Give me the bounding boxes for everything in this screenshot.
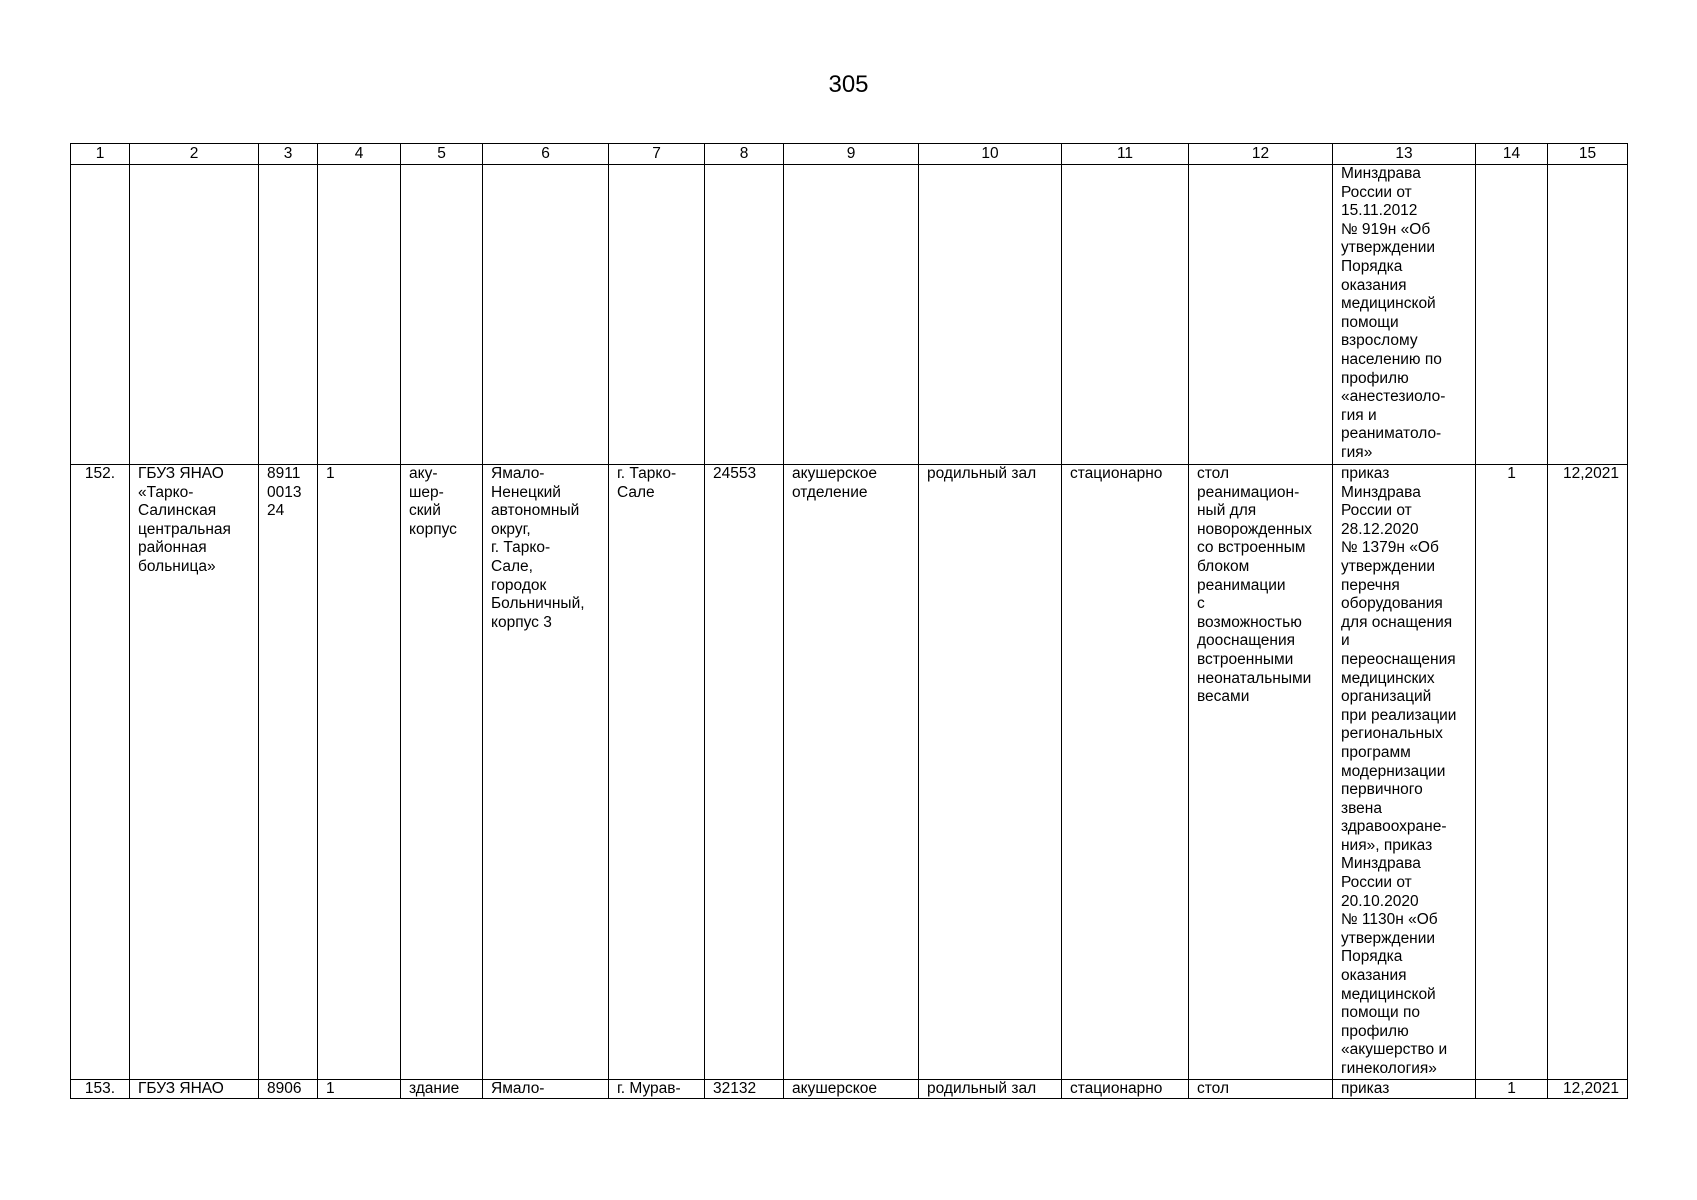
regulation-cell: приказ Минздрава России от 28.12.2020 № 1379н «Об утверждении перечня оборудования для оснащения и переоснащения медицинских организаций при реализации региональных программ модернизации первичного звена здравоохране- ния», приказ Минздрава России от 20.10.2020 № 1130н «Об утверждении Порядка оказания медицинской помощи по профилю «акушерство и гинекология»: [1333, 465, 1476, 1080]
quantity: 1: [1476, 465, 1548, 1080]
regulation-cell: приказ: [1333, 1079, 1476, 1099]
care-form: стационарно: [1062, 465, 1189, 1080]
table-cell: [318, 165, 401, 465]
table-cell: [259, 165, 318, 465]
page-number: 305: [828, 71, 869, 98]
table-cell: [1548, 165, 1628, 465]
building-name: здание: [401, 1079, 483, 1099]
table-row-continuation: [71, 165, 1628, 465]
organization-code: 8911 0013 24: [259, 465, 318, 1080]
table-row: [71, 1079, 1628, 1099]
table-cell: [71, 165, 130, 465]
table-cell: [1476, 165, 1548, 465]
header-cell: 2: [130, 144, 259, 165]
locality: г. Тарко- Сале: [609, 465, 705, 1080]
equipment-table: [70, 143, 1628, 1099]
header-row: [71, 144, 1628, 165]
table-cell: [919, 165, 1062, 465]
quantity: 1: [1476, 1079, 1548, 1099]
building-count: 1: [318, 465, 401, 1080]
room: родильный зал: [919, 465, 1062, 1080]
header-cell: 3: [259, 144, 318, 165]
building-count: 1: [318, 1079, 401, 1099]
equipment-name: стол реанимацион- ный для новорожденных со встроенным блоком реанимации с возможностью дооснащения встроенными неонатальными весами: [1189, 465, 1333, 1080]
organization-name: ГБУЗ ЯНАО: [130, 1079, 259, 1099]
header-cell: 5: [401, 144, 483, 165]
regulation-cell: Минздрава России от 15.11.2012 № 919н «Об утверждении Порядка оказания медицинской помощи взрослому населению по профилю «анестезиоло- гия и реаниматоло- гия»: [1333, 165, 1476, 465]
table-cell: [130, 165, 259, 465]
department: акушерское отделение: [784, 465, 919, 1080]
address: Ямало-: [483, 1079, 609, 1099]
room: родильный зал: [919, 1079, 1062, 1099]
care-form: стационарно: [1062, 1079, 1189, 1099]
table-cell: [705, 165, 784, 465]
header-cell: 15: [1548, 144, 1628, 165]
header-cell: 10: [919, 144, 1062, 165]
table-cell: [483, 165, 609, 465]
equipment-name: стол: [1189, 1079, 1333, 1099]
row-number: 152.: [71, 465, 130, 1080]
organization-code: 8906: [259, 1079, 318, 1099]
table-cell: [1062, 165, 1189, 465]
header-cell: 14: [1476, 144, 1548, 165]
header-cell: 9: [784, 144, 919, 165]
locality-code: 24553: [705, 465, 784, 1080]
header-cell: 8: [705, 144, 784, 165]
table-cell: [609, 165, 705, 465]
table-cell: [784, 165, 919, 465]
locality-code: 32132: [705, 1079, 784, 1099]
row-number: 153.: [71, 1079, 130, 1099]
building-name: аку- шер- ский корпус: [401, 465, 483, 1080]
address: Ямало- Ненецкий автономный округ, г. Тарко- Сале, городок Больничный, корпус 3: [483, 465, 609, 1080]
date: 12,2021: [1548, 1079, 1628, 1099]
table-row: [71, 465, 1628, 1080]
header-cell: 4: [318, 144, 401, 165]
header-cell: 7: [609, 144, 705, 165]
header-cell: 11: [1062, 144, 1189, 165]
date: 12,2021: [1548, 465, 1628, 1080]
header-cell: 1: [71, 144, 130, 165]
locality: г. Мурав-: [609, 1079, 705, 1099]
organization-name: ГБУЗ ЯНАО «Тарко- Салинская центральная районная больница»: [130, 465, 259, 1080]
header-cell: 13: [1333, 144, 1476, 165]
header-cell: 12: [1189, 144, 1333, 165]
table-cell: [401, 165, 483, 465]
table-cell: [1189, 165, 1333, 465]
header-cell: 6: [483, 144, 609, 165]
department: акушерское: [784, 1079, 919, 1099]
